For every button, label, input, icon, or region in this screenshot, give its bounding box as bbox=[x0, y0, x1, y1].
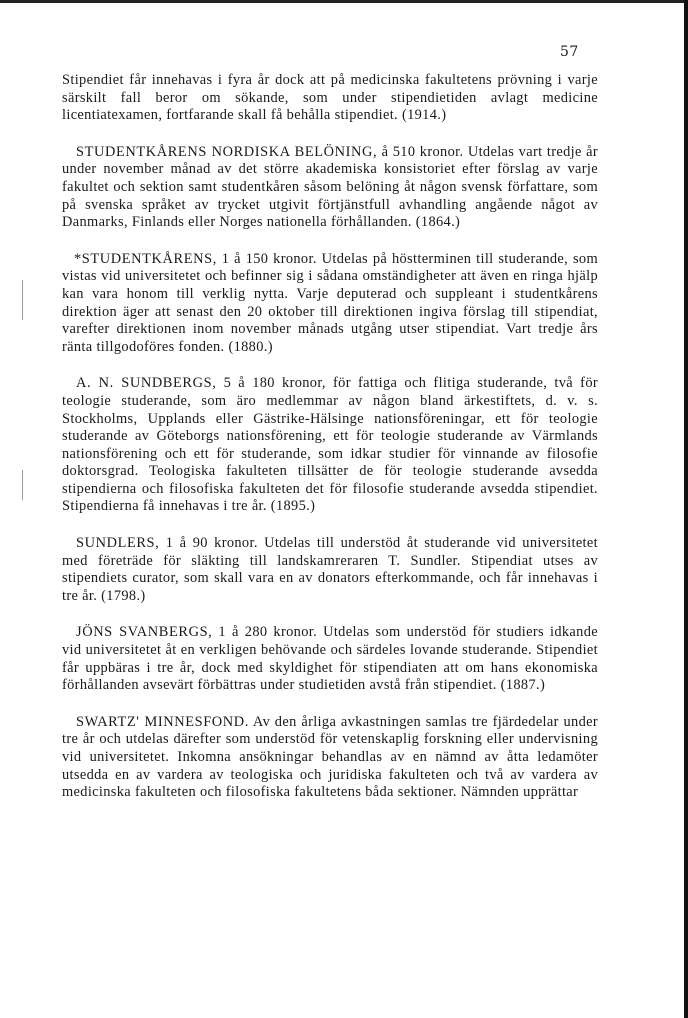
scan-left-mark bbox=[22, 470, 23, 500]
paragraph-text: 5 å 180 kronor, för fattiga och flitiga studerande, två för teologie studerande, som äro medlemmar av någon bland ärkestiftets, d. v. s. Stockholms, Upplands eller Gästrike-Hälsinge nationsföreningar, ett för teologie studerande av Göteborgs nationsförening, ett för teologie studerande av Värmlands nationsförening och ett för studerande, som idkar studier för vinnande av filosofie doktorsgrad. Teologiska fakulteten tillsätter de för teologie studerande avsedda stipendierna och filosofiska fakulteten det för filosofie studerande avsedda stipendiet. Stipendierna få innehavas i tre år. (1895.) bbox=[62, 375, 599, 515]
paragraph-heading: A. N. SUNDBERGS, bbox=[76, 375, 217, 392]
paragraph-studentkarens-nordiska bbox=[62, 144, 598, 232]
paragraph-stipendium-continuation bbox=[62, 72, 598, 125]
page-number: 57 bbox=[560, 44, 579, 60]
paragraph-svanbergs bbox=[62, 624, 598, 694]
paragraph-heading: STUDENTKÅRENS NORDISKA BELÖNING, bbox=[76, 143, 378, 160]
paragraph-sundbergs bbox=[62, 375, 598, 516]
paragraph-text: Stipendiet får innehavas i fyra år dock att på medicinska fakultetens prövning i varje särskilt fall beror om sökande, som under stipendietiden avlagt medicine licentiatexamen, fortfarande skall få behålla stipendiet. (1914.) bbox=[62, 72, 598, 124]
paragraph-text: 1 å 90 kronor. Utdelas till understöd åt studerande vid universitetet med företräde för släkting till landskamreraren T. Sundler. Stipendiat utses av stipendiets curator, som skall vara en av donators efterkommande, och får innehavas i tre år. (1798.) bbox=[62, 535, 598, 604]
paragraph-swartz bbox=[62, 714, 598, 802]
page-body bbox=[62, 72, 598, 802]
paragraph-studentkarens bbox=[62, 251, 598, 357]
paragraph-heading: SUNDLERS, bbox=[76, 535, 160, 552]
scan-right-edge bbox=[684, 0, 688, 1018]
paragraph-heading: *STUDENTKÅRENS, bbox=[74, 250, 217, 267]
scan-top-edge bbox=[0, 0, 688, 3]
paragraph-text: 1 å 280 kronor. Utdelas som understöd för studiers idkande vid universitetet åt en verkligen behövande och särdeles lovande studerande. Stipendiet får uppbäras i tre år, dock med skyldighet för stipendiaten att om hans ekonomiska förhållanden avsevärt förbättras under studietiden avstå från stipendiet. (1887.) bbox=[62, 624, 598, 694]
paragraph-heading: JÖNS SVANBERGS, bbox=[76, 624, 213, 641]
paragraph-sundlers bbox=[62, 535, 598, 605]
scan-left-mark bbox=[22, 280, 23, 320]
paragraph-text: Av den årliga avkastningen samlas tre fjärdedelar under tre år och utdelas därefter som understöd för vetenskaplig forskning eller undervisning vid universitetet. Inkomna ansökningar behandlas av en nämnd av åtta ledamöter utsedda en av vardera av teologiska och juridiska fakulteten och två av vardera av medicinska fakulteten och filosofiska fakultetens båda sektioner. Nämnden upprättar bbox=[62, 713, 598, 801]
paragraph-text: 1 å 150 kronor. Utdelas på höstterminen till studerande, som vistas vid universitetet och befinner sig i sådana omständigheter att även en ringa hjälp kan vara honom till verklig nytta. Varje deputerad och suppleant i studentkårens direktion äger att senast den 20 oktober till direktionen ingiva förslag till stipendiat, varefter direktionen inom november månads utgång utser stipendiat. Vart tredje års ränta tillgodoföres fonden. (1880.) bbox=[62, 250, 598, 355]
paragraph-heading: SWARTZ' MINNESFOND. bbox=[76, 713, 249, 730]
paragraph-text: å 510 kronor. Utdelas vart tredje år under november månad av det större akademiska konsistoriet efter förslag av varje fakultet och sektion samt studentkåren såsom belöning åt någon svensk författare, som på svenska språket av trycket utgivit förtjänstfull avhandling angående något av Danmarks, Finlands eller Norges nationella förhållanden. (1864.) bbox=[62, 143, 599, 231]
